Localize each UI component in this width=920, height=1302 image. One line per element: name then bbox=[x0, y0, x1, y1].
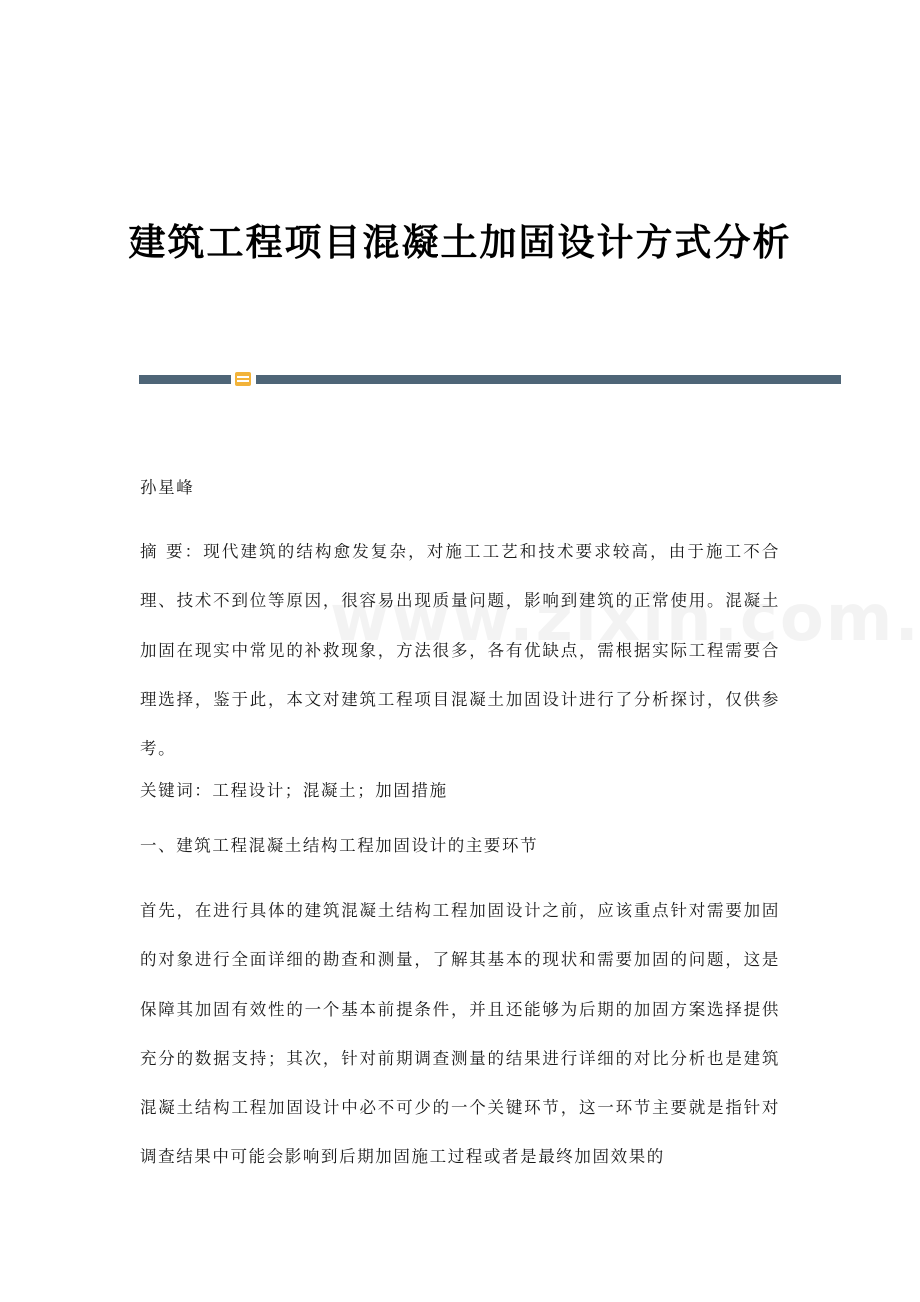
title-divider bbox=[139, 375, 841, 384]
divider-emblem-icon bbox=[235, 372, 251, 386]
abstract-paragraph: 摘 要：现代建筑的结构愈发复杂，对施工工艺和技术要求较高，由于施工不合理、技术不到位等原因，很容易出现质量问题，影响到建筑的正常使用。混凝土加固在现实中常见的补救现象，方法很多，各有优缺点，需根据实际工程需要合理选择，鉴于此，本文对建筑工程项目混凝土加固设计进行了分析探讨，仅供参考。 bbox=[140, 542, 780, 759]
divider-bar-left bbox=[139, 375, 231, 384]
emblem-stripe bbox=[237, 380, 249, 382]
divider-bar-right bbox=[256, 375, 841, 384]
document-title: 建筑工程项目混凝土加固设计方式分析 bbox=[128, 220, 792, 264]
section-heading: 一、建筑工程混凝土结构工程加固设计的主要环节 bbox=[140, 836, 539, 855]
author-name: 孙星峰 bbox=[140, 478, 195, 497]
keywords-line: 关键词：工程设计；混凝土；加固措施 bbox=[140, 781, 448, 800]
emblem-stripe bbox=[237, 376, 249, 378]
body-paragraph: 首先，在进行具体的建筑混凝土结构工程加固设计之前，应该重点针对需要加固的对象进行全面详细的勘查和测量，了解其基本的现状和需要加固的问题，这是保障其加固有效性的一个基本前提条件，并且还能够为后期的加固方案选择提供充分的数据支持；其次，针对前期调查测量的结果进行详细的对比分析也是建筑混凝土结构工程加固设计中必不可少的一个关键环节，这一环节主要就是指针对调查结果中可能会影响到后期加固施工过程或者是最终加固效果的 bbox=[140, 901, 780, 1167]
